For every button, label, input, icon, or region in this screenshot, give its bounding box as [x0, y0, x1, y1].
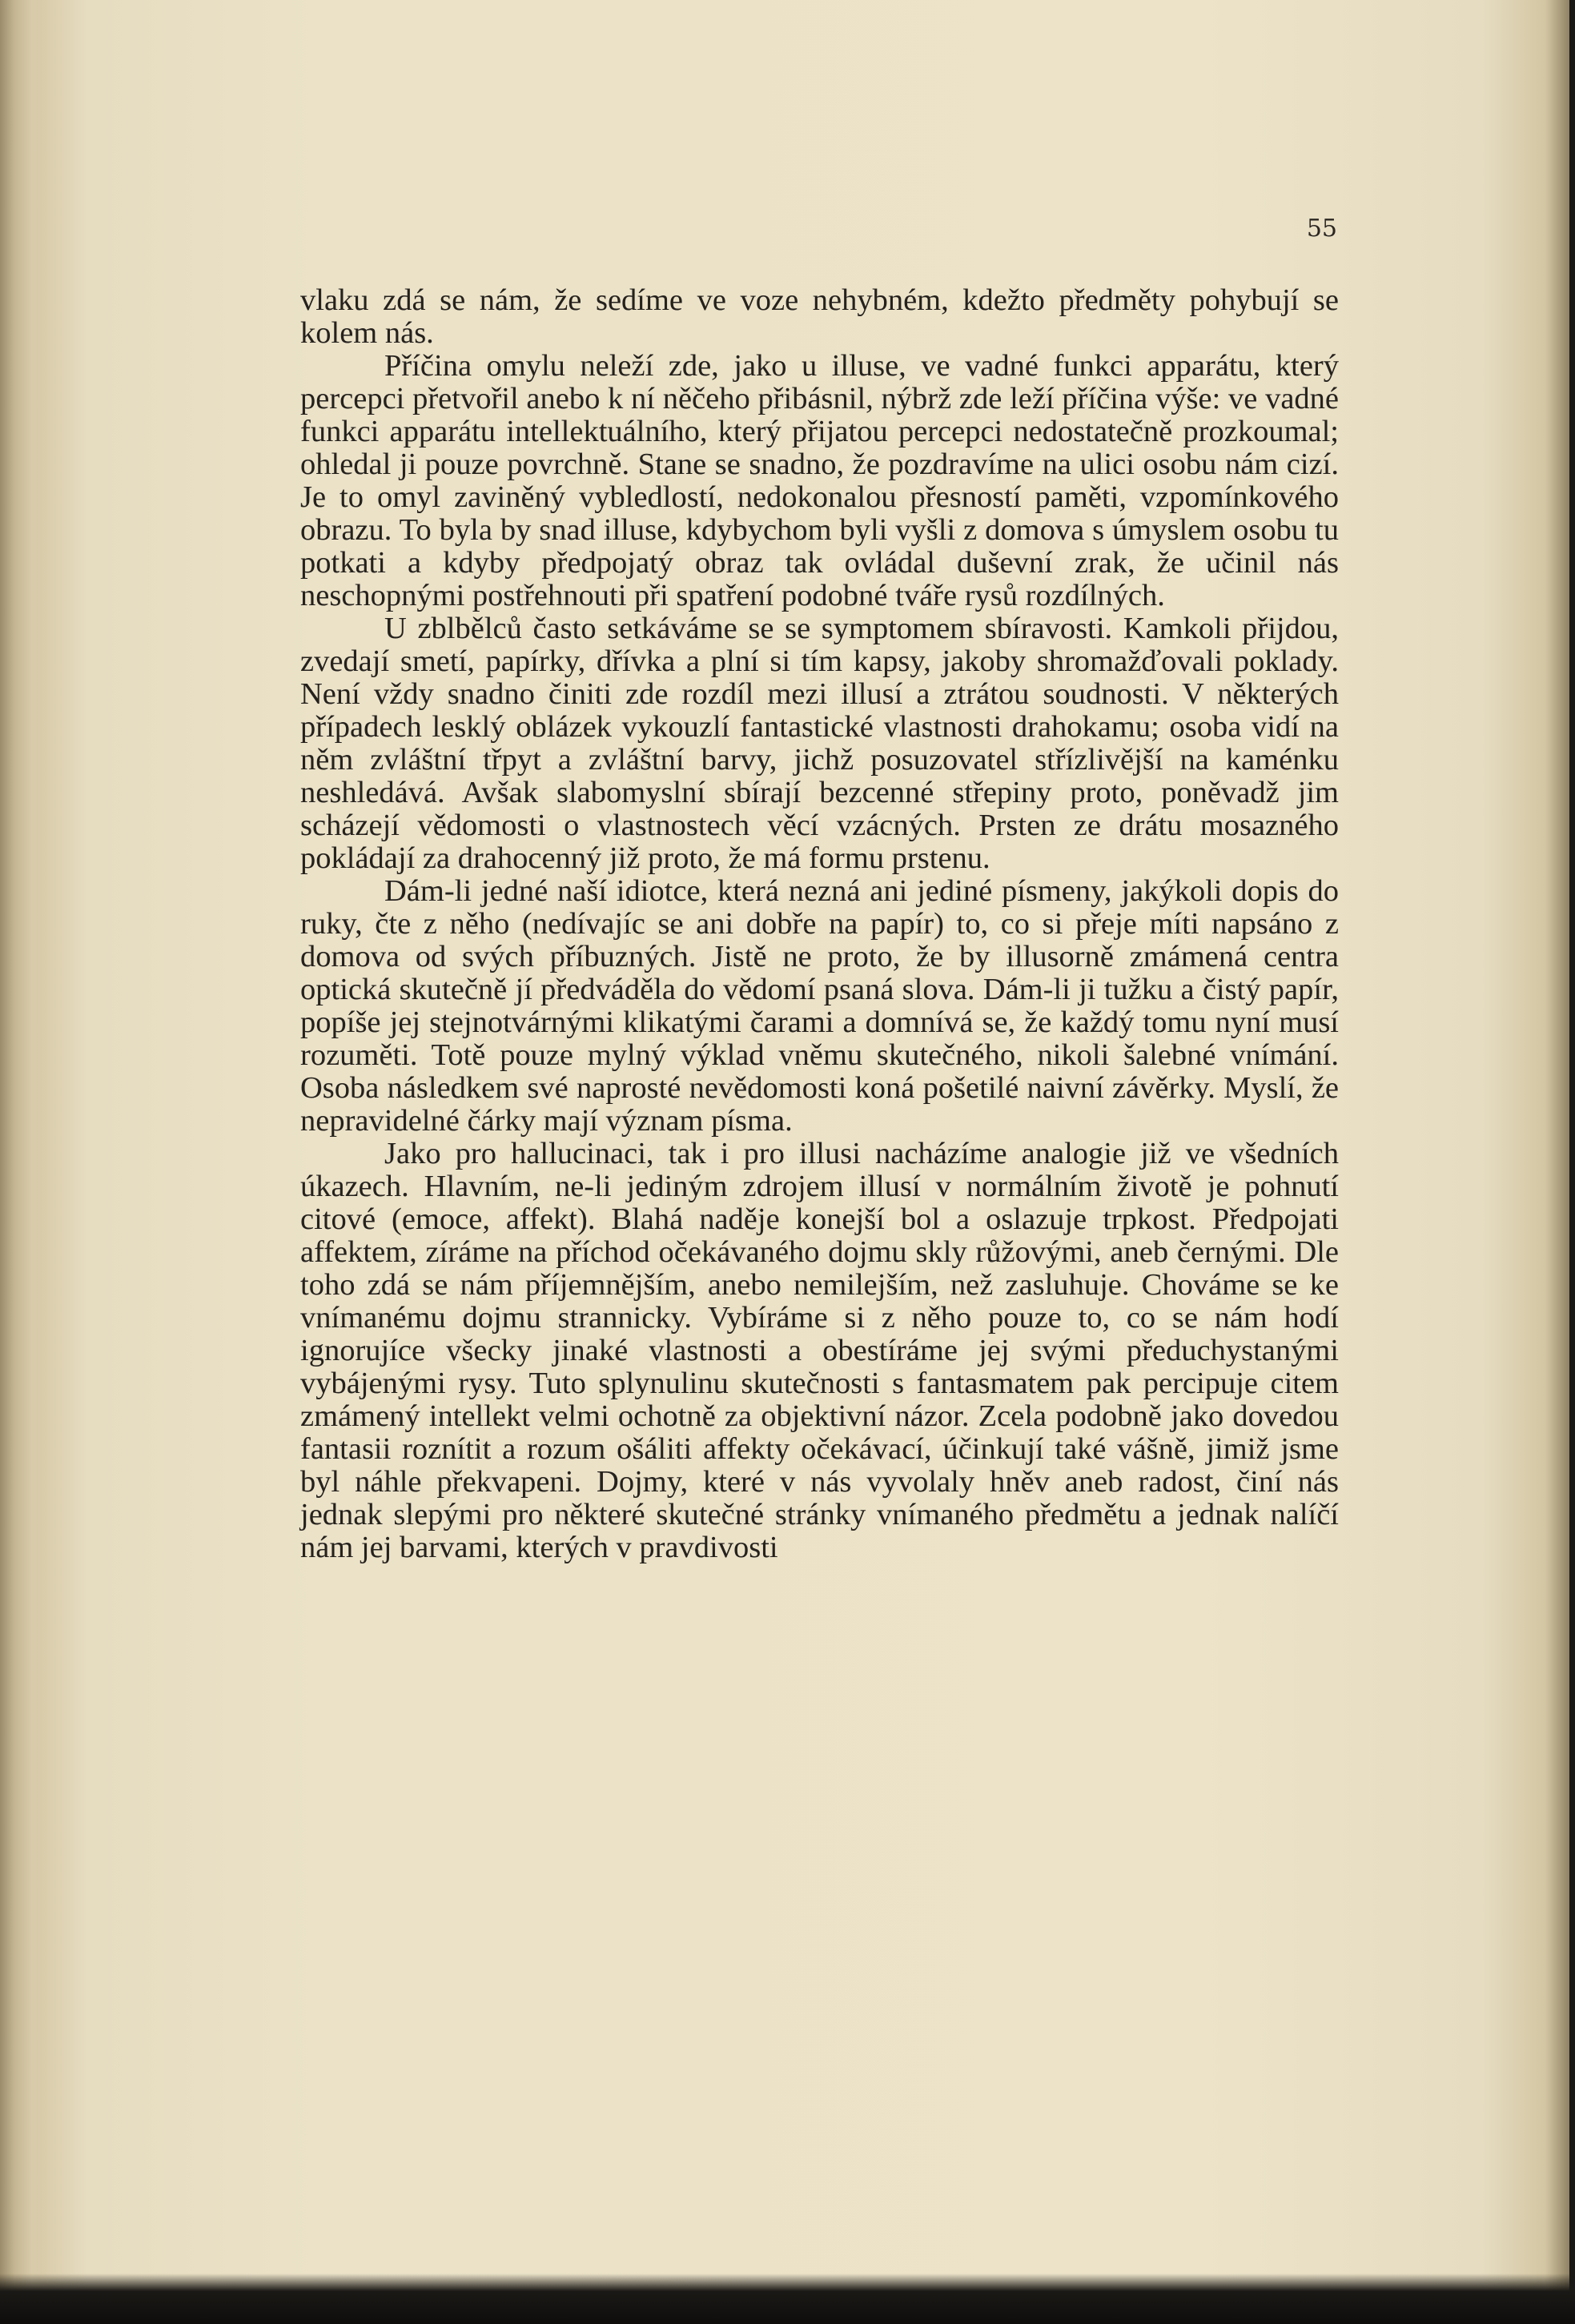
paragraph-continued: vlaku zdá se nám, že sedíme ve voze nehybném, kdežto předměty pohybují se kolem nás. — [300, 283, 1339, 350]
paragraph: Jako pro hallucinaci, tak i pro illusi nacházíme analogie již ve všedních úkazech. Hlavním, ne-li jediným zdrojem illusí v normálním životě je pohnutí citové (emoce, affekt). Blahá naděje konejší bol a oslazuje trpkost. Předpojati affektem, zíráme na příchod očekávaného dojmu skly růžovými, aneb černými. Dle toho zdá se nám příjemnějším, anebo nemilejším, než zasluhuje. Chováme se ke vnímanému dojmu strannicky. Vybíráme si z něho pouze to, co se nám hodí ignorujíce všecky jinaké vlastnosti a obestíráme jej svými předuchystanými vybájenými rysy. Tuto splynulinu skutečnosti s fantasmatem pak percipuje citem zmámený intellekt velmi ochotně za objektivní názor. Zcela podobně jako dovedou fantasii roznítit a rozum ošáliti affekty očekávací, účinkují také vášně, jimiž jsme byl náhle překvapeni. Dojmy, které v nás vyvolaly hněv aneb radost, činí nás jednak slepými pro některé skutečné stránky vnímaného předmětu a jednak nalíčí nám jej barvami, kterých v pravdivosti — [300, 1137, 1339, 1564]
page-right-edge — [1569, 0, 1575, 2324]
body-text — [300, 284, 1339, 1564]
paragraph: Příčina omylu neleží zde, jako u illuse, ve vadné funkci apparátu, který percepci přetvořil anebo k ní něčeho přibásnil, nýbrž zde leží příčina výše: ve vadné funkci apparátu intellektuálního, který přijatou percepci nedostatečně prozkoumal; ohledal ji pouze povrchně. Stane se snadno, že pozdravíme na ulici osobu nám cizí. Je to omyl zaviněný vybledlostí, nedokonalou přesností paměti, vzpomínkového obrazu. To byla by snad illuse, kdybychom byli vyšli z domova s úmyslem osobu tu potkati a kdyby předpojatý obraz tak ovládal duševní zrak, že učinil nás neschopnými postřehnouti při spatření podobné tváře rysů rozdílných. — [300, 349, 1339, 612]
page-bottom-edge — [0, 2274, 1575, 2324]
paragraph: U zblbělců často setkáváme se se symptomem sbíravosti. Kamkoli přijdou, zvedají smetí, papírky, dřívka a plní si tím kapsy, jakoby shromažďovali poklady. Není vždy snadno činiti zde rozdíl mezi illusí a ztrátou soudnosti. V některých případech lesklý oblázek vykouzlí fantastické vlastnosti drahokamu; osoba vidí na něm zvláštní třpyt a zvláštní barvy, jichž posuzovatel střízlivější na kaménku neshledává. Avšak slabomyslní sbírají bezcenné střepiny proto, poněvadž jim scházejí vědomosti o vlastnostech věcí vzácných. Prsten ze drátu mosazného pokládají za drahocenný již proto, že má formu prstenu. — [300, 612, 1339, 875]
page-number: 55 — [1306, 215, 1337, 243]
paragraph: Dám-li jedné naší idiotce, která nezná ani jediné písmeny, jakýkoli dopis do ruky, čte z něho (nedívajíc se ani dobře na papír) to, co si přeje míti napsáno z domova od svých příbuzných. Jistě ne proto, že by illusorně zmámená centra optická skutečně jí předváděla do vědomí psaná slova. Dám-li ji tužku a čistý papír, popíše jej stejnotvárnými klikatými čarami a domnívá se, že každý tomu nyní musí rozuměti. Totě pouze mylný výklad vněmu skutečného, nikoli šalebné vnímání. Osoba následkem své naprosté nevědomosti koná pošetilé naivní závěrky. Myslí, že nepravidelné čárky mají význam písma. — [300, 874, 1339, 1138]
page-binding-shadow — [0, 0, 48, 2324]
